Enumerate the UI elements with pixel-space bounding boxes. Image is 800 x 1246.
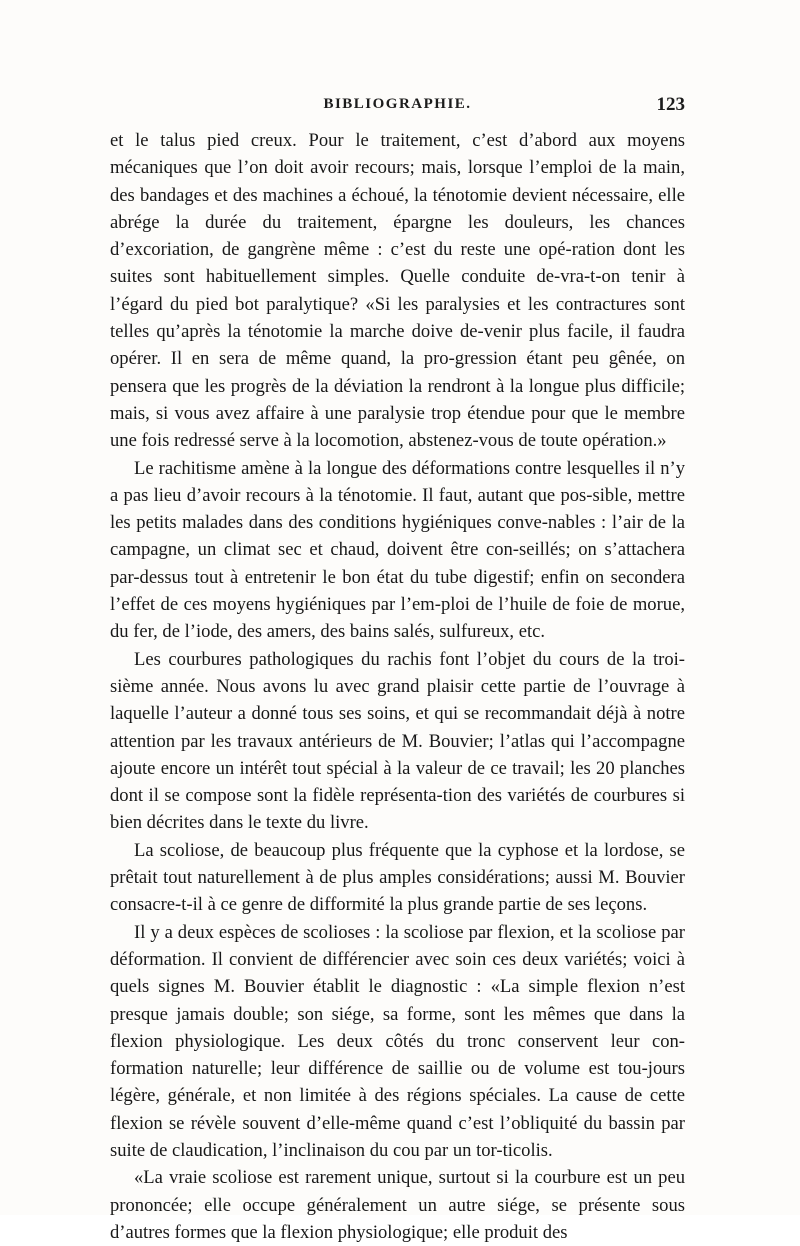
paragraph-vraie-scoliose: «La vraie scoliose est rarement unique, surtout si la courbure est un peu prononcée; elle occupe généralement un autre siége, se présente sous d’autres formes que la flexion physiologique; elle produit des (110, 1167, 685, 1243)
paragraph-courbures: Les courbures pathologiques du rachis font l’objet du cours de la troi-sième année. Nous avons lu avec grand plaisir cette partie de l’ouvrage à laquelle l’auteur a donné tous ses soins, et qui se recommandait déjà à notre attention par les travaux antérieurs de M. Bouvier; l’atlas qui l’accompagne ajoute encore un intérêt tout spécial à la valeur de ce travail; les 20 planches dont il se compose sont la fidèle représenta-tion des variétés de courbures si bien décrites dans le texte du livre. (110, 648, 685, 834)
paragraph-especes: Il y a deux espèces de scolioses : la scoliose par flexion, et la scoliose par déformation. Il convient de différencier avec soin ces deux variétés; voici à quels signes M. Bouvier établit le diagnostic : «La simple flexion n’est presque jamais double; son siége, sa forme, sont les mêmes que dans la flexion physiologique. Les deux côtés du tronc conservent leur con-formation naturelle; leur différence de saillie ou de volume est tou-jours légère, générale, et non limitée à des régions spéciales. La cause de cette flexion se révèle souvent d’elle-même quand c’est l’obliquité du bassin par suite de claudication, l’inclinaison du cou par un tor-ticolis. (110, 921, 685, 1161)
page-number: 123 (656, 94, 685, 115)
body-text (110, 127, 685, 1246)
paragraph-scoliose: La scoliose, de beaucoup plus fréquente que la cyphose et la lordose, se prêtait tout naturellement à de plus amples considérations; aussi M. Bouvier consacre-t-il à ce genre de difformité la plus grande partie de ses leçons. (110, 839, 685, 916)
running-head (110, 96, 685, 120)
running-title: BIBLIOGRAPHIE. (323, 96, 472, 112)
paragraph-rachitisme: Le rachitisme amène à la longue des déformations contre lesquelles il n’y a pas lieu d’avoir recours à la ténotomie. Il faut, autant que pos-sible, mettre les petits malades dans des conditions hygiéniques conve-nables : l’air de la campagne, un climat sec et chaud, doivent être con-seillés; on s’attachera par-dessus tout à entretenir le bon état du tube digestif; enfin on secondera l’effet de ces moyens hygiéniques par l’em-ploi de l’huile de foie de morue, du fer, de l’iode, des amers, des bains salés, sulfureux, etc. (110, 457, 685, 643)
paragraph-continuation: et le talus pied creux. Pour le traitement, c’est d’abord aux moyens mécaniques que l’on doit avoir recours; mais, lorsque l’emploi de la main, des bandages et des machines a échoué, la ténotomie devient nécessaire, elle abrége la durée du traitement, épargne les douleurs, les chances d’excoriation, de gangrène même : c’est du reste une opé-ration dont les suites sont habituellement simples. Quelle conduite de-vra-t-on tenir à l’égard du pied bot paralytique? «Si les paralysies et les contractures sont telles qu’après la ténotomie la marche doive de-venir plus facile, il faudra opérer. Il en sera de même quand, la pro-gression étant peu gênée, on pensera que les progrès de la déviation la rendront à la longue plus difficile; mais, si vous avez affaire à une paralysie trop étendue pour que le membre une fois redressé serve à la locomotion, abstenez-vous de toute opération.» (110, 130, 685, 452)
